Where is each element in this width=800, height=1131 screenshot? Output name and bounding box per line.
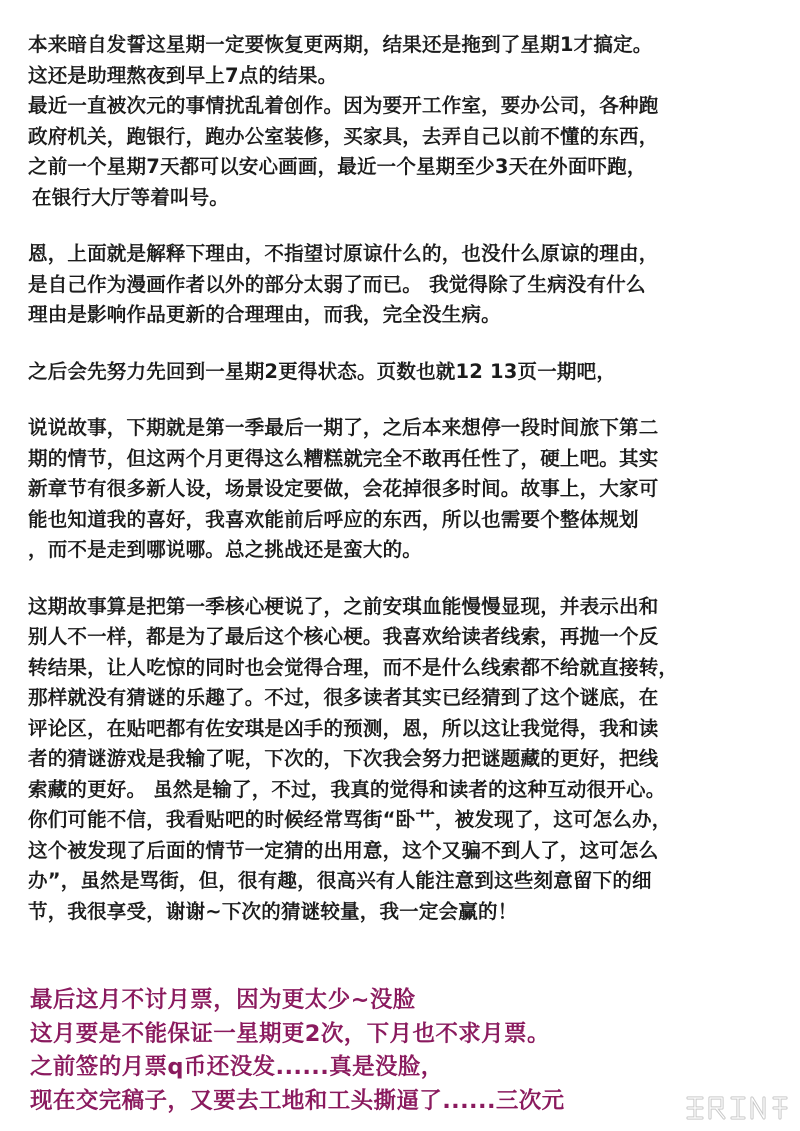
text-line: 办”，虽然是骂街，但，很有趣，很高兴有人能注意到这些刻意留下的细 — [28, 869, 652, 892]
text-line: 节，我很享受，谢谢~下次的猜谜较量，我一定会赢的！ — [28, 899, 518, 923]
site-watermark-logo-icon — [680, 1090, 795, 1126]
text-line: 之后会先努力先回到一星期2更得状态。页数也就12 13页一期吧， — [28, 359, 617, 383]
text-line: 这期故事算是把第一季核心梗说了，之前安琪血能慢慢显现，并表示出和 — [28, 594, 659, 618]
text-line: 恩，上面就是解释下理由，不指望讨原谅什么的，也没什么原谅的理由， — [28, 242, 659, 265]
author-note-body — [28, 30, 788, 927]
text-line: 之前一个星期7天都可以安心画画，最近一个星期至少3天在外面吓跑， — [28, 155, 647, 178]
text-line: 别人不一样，都是为了最后这个核心梗。我喜欢给读者线索，再抛一个反 — [28, 625, 659, 648]
text-line: 政府机关，跑银行，跑办公室装修，买家具，去弄自己以前不懂的东西， — [28, 124, 659, 148]
text-line: 那样就没有猜谜的乐趣了。不过，很多读者其实已经猜到了这个谜底，在 — [28, 686, 659, 709]
text-line: 评论区，在贴吧都有佐安琪是凶手的预测，恩，所以这让我觉得，我和读 — [28, 716, 659, 740]
paragraph-story-next — [28, 413, 788, 566]
text-line: 这还是助理熬夜到早上7点的结果。 — [28, 63, 338, 87]
text-line: 你们可能不信，我看贴吧的时候经常骂街“卧艹，被发现了，这可怎么办， — [28, 808, 672, 831]
text-line: 期的情节，但这两个月更得这么糟糕就完全不敢再任性了，硬上吧。其实 — [28, 446, 659, 470]
closing-monthly-ticket-note — [30, 984, 790, 1118]
text-line: 在银行大厅等着叫号。 — [32, 185, 230, 209]
text-line: 本来暗自发誓这星期一定要恢复更两期，结果还是拖到了星期1才搞定。 — [28, 33, 653, 56]
text-line: 这个被发现了后面的情节一定猜的出用意，这个又骗不到人了，这可怎么 — [28, 838, 659, 862]
closing-line: 这月要是不能保证一星期更2次，下月也不求月票。 — [30, 1020, 550, 1047]
text-line: 转结果，让人吃惊的同时也会觉得合理，而不是什么线索都不给就直接转， — [28, 655, 679, 679]
watermark-glyph-icon — [682, 1092, 794, 1124]
text-line: ，而不是走到哪说哪。总之挑战还是蛮大的。 — [28, 538, 423, 561]
paragraph-update-plan — [28, 357, 788, 388]
text-line: 者的猜谜游戏是我输了呢，下次的，下次我会努力把谜题藏的更好，把线 — [28, 747, 659, 770]
paragraph-schedule-apology — [28, 30, 788, 213]
text-line: 理由是影响作品更新的合理理由，而我，完全没生病。 — [28, 303, 501, 326]
paragraph-story-core — [28, 592, 788, 928]
text-line: 能也知道我的喜好，我喜欢能前后呼应的东西，所以也需要个整体规划 — [28, 507, 639, 531]
text-line: 是自己作为漫画作者以外的部分太弱了而已。 我觉得除了生病没有什么 — [28, 272, 646, 296]
text-line: 索藏的更好。 虽然是输了，不过，我真的觉得和读者的这种互动很开心。 — [28, 777, 666, 801]
text-line: 最近一直被次元的事情扰乱着创作。因为要开工作室，要办公司，各种跑 — [28, 94, 659, 117]
closing-line: 现在交完稿子，又要去工地和工头撕逼了......三次元 — [30, 1087, 565, 1114]
closing-line: 之前签的月票q币还没发......真是没脸， — [30, 1054, 444, 1080]
text-line: 说说故事，下期就是第一季最后一期了，之后本来想停一段时间旅下第二 — [28, 416, 659, 439]
text-line: 新章节有很多新人设，场景设定要做，会花掉很多时间。故事上，大家可 — [28, 477, 659, 500]
closing-line: 最后这月不讨月票，因为更太少~没脸 — [30, 987, 416, 1013]
paragraph-explanation — [28, 239, 788, 331]
